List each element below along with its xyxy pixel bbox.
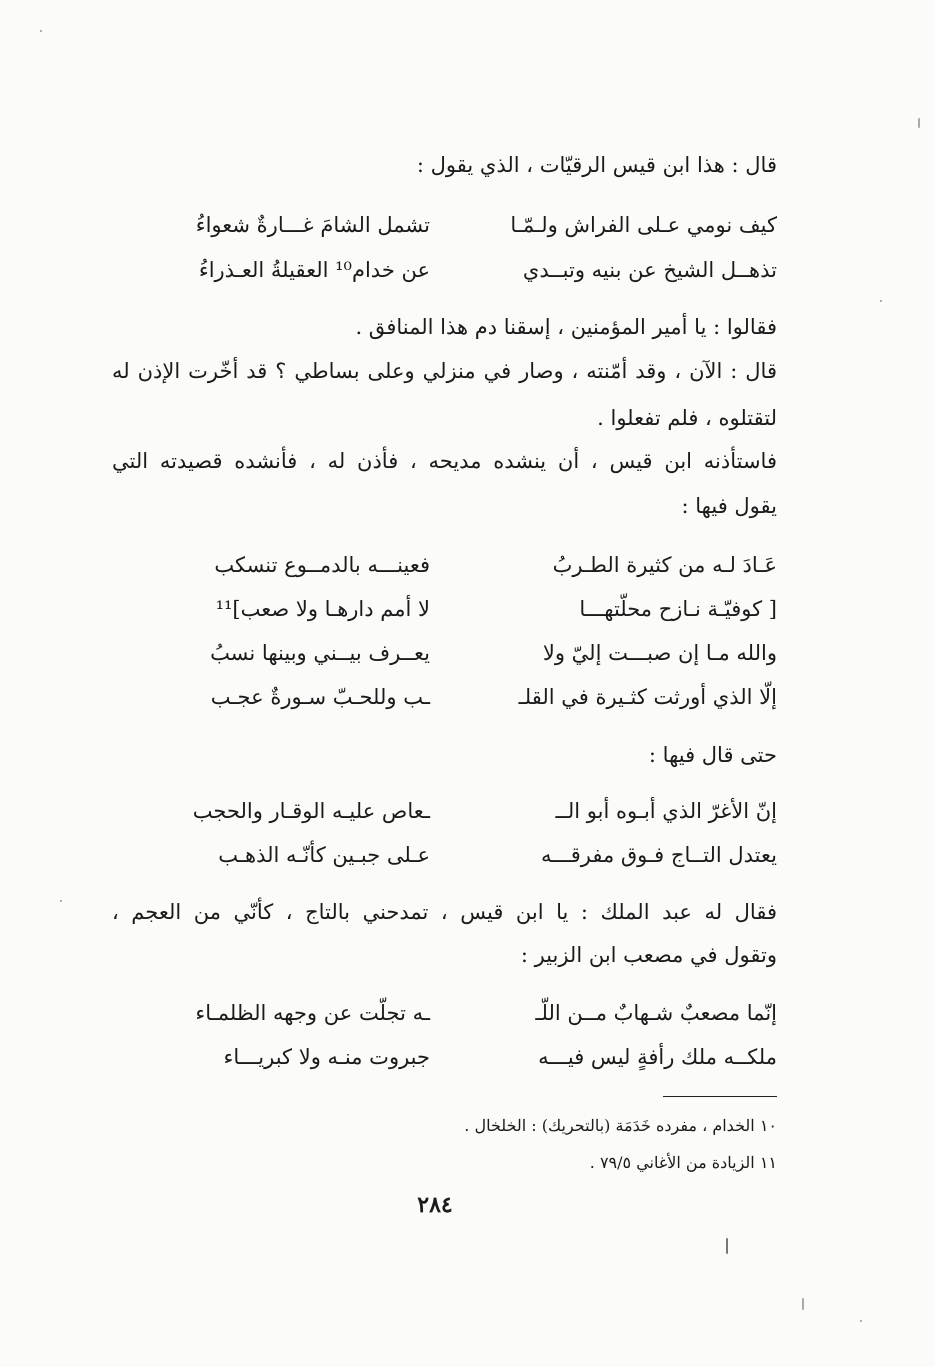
footnote-divider	[663, 1096, 777, 1097]
prose-line: يقول فيها :	[681, 494, 777, 518]
verse-second-hemistich: فعينـــه بالدمــوع تنسكب	[214, 553, 430, 577]
verse-second-hemistich: يعــرف بيــني وبينها نسبُ	[210, 641, 430, 665]
prose-line: فاستأذنه ابن قيس ، أن ينشده مديحه ، فأذن له ، فأنشده قصيدته التي	[112, 449, 777, 473]
footnote: ١٠ الخدام ، مفرده خَدَمَة (بالتحريك) : الخلخال .	[464, 1116, 777, 1135]
verse-first-hemistich: يعتدل التــاج فـوق مفرقـــه	[541, 843, 777, 867]
scan-speck	[40, 30, 42, 32]
scan-speck	[918, 118, 920, 128]
verse-second-hemistich: ـب وللحـبّ سـورةٌ عجـب	[210, 685, 430, 709]
scan-speck	[726, 1238, 728, 1254]
verse-first-hemistich: [ كوفيّـة نـازح محلّتهـــا	[579, 597, 777, 621]
scan-speck	[860, 1320, 862, 1322]
verse-second-hemistich: جبروت منـه ولا كبريـــاء	[223, 1045, 430, 1069]
prose-line: فقال له عبد الملك : يا ابن قيس ، تمدحني بالتاج ، كأنّي من العجم ،	[112, 900, 777, 924]
verse-first-hemistich: والله مـا إن صبـــت إليّ ولا	[542, 641, 777, 665]
verse-first-hemistich: إنّ الأغرّ الذي أبـوه أبو الــ	[555, 799, 777, 823]
verse-first-hemistich: ملكــه ملك رأفةٍ ليس فيـــه	[538, 1045, 777, 1069]
prose-line: قال : الآن ، وقد أمّنته ، وصار في منزلي وعلى بساطي ؟ قد أخّرت الإذن له	[112, 359, 777, 383]
scan-speck	[60, 900, 62, 902]
verse-second-hemistich: ـعاص عليـه الوقـار والحجب	[192, 799, 430, 823]
page-number: ٢٨٤	[417, 1192, 453, 1218]
footnote: ١١ الزيادة من الأغاني ٧٩/٥ .	[589, 1153, 777, 1172]
prose-line: قال : هذا ابن قيس الرقيّات ، الذي يقول :	[416, 153, 777, 177]
verse-second-hemistich: تشمل الشامَ غـــارةٌ شعواءُ	[195, 213, 430, 237]
verse-second-hemistich: عـلى جبـين كأنّـه الذهـب	[218, 843, 430, 867]
verse-second-hemistich: لا أمم دارهـا ولا صعب]¹¹	[215, 597, 430, 621]
prose-line: لتقتلوه ، فلم تفعلوا .	[597, 406, 777, 430]
verse-first-hemistich: تذهــل الشيخ عن بنيه وتبــدي	[522, 258, 777, 282]
verse-first-hemistich: إنّما مصعبٌ شـهابٌ مــن اللّـ	[535, 1001, 777, 1025]
scan-speck	[802, 1298, 804, 1310]
verse-first-hemistich: إلّا الذي أورثت كثـيرة في القلـ	[518, 685, 777, 709]
prose-line: وتقول في مصعب ابن الزبير :	[520, 943, 777, 967]
verse-first-hemistich: كيف نومي عـلى الفراش ولـمّـا	[510, 213, 777, 237]
prose-line: حتى قال فيها :	[648, 743, 777, 767]
verse-second-hemistich: ـه تجلّت عن وجهه الظلمـاء	[195, 1001, 430, 1025]
scan-speck	[880, 300, 882, 302]
verse-first-hemistich: عَـادَ لـه من كثيرة الطـربُ	[552, 553, 777, 577]
verse-second-hemistich: عن خدام¹⁰ العقيلةُ العـذراءُ	[198, 258, 430, 282]
prose-line: فقالوا : يا أمير المؤمنين ، إسقنا دم هذا المنافق .	[355, 315, 777, 339]
